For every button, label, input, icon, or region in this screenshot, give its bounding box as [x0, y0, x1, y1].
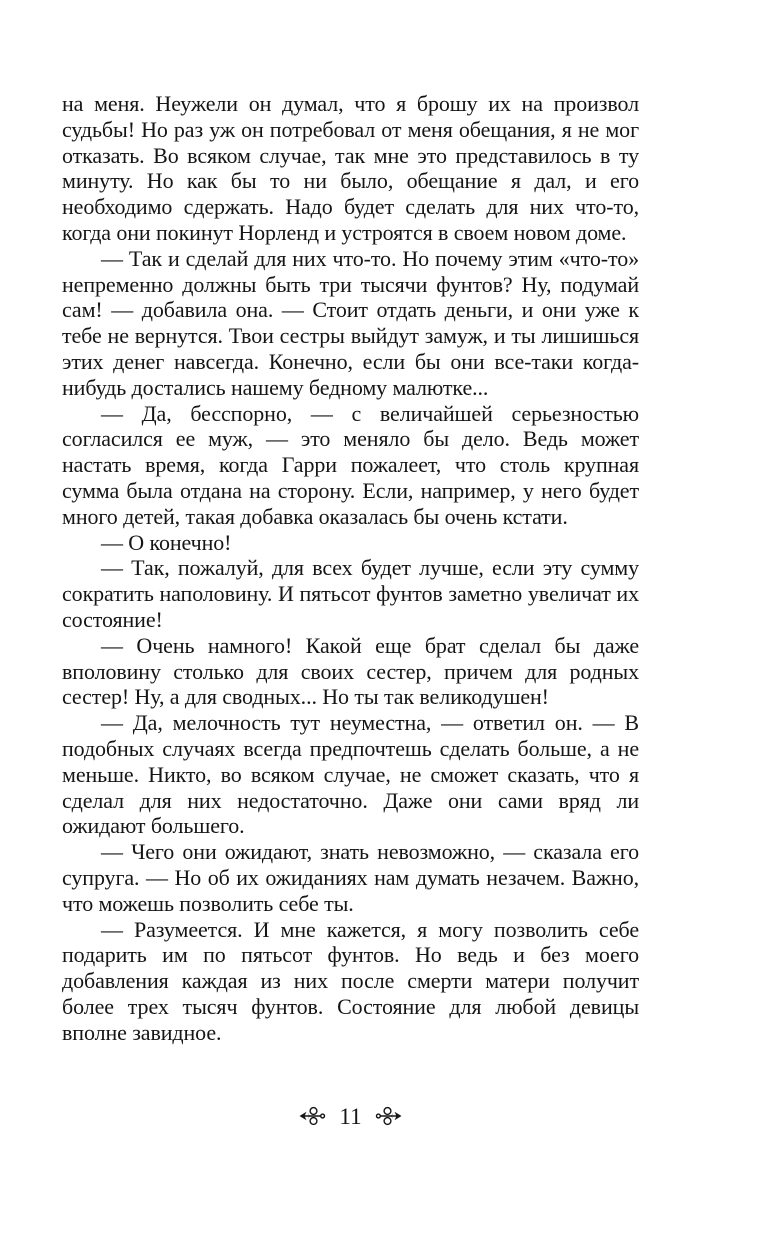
fleuron-right-icon: [375, 1106, 402, 1126]
page-footer: [62, 1100, 639, 1132]
text-block: [62, 91, 639, 1045]
paragraph: — Да, бесспорно, — с величайшей серьезностью согласился ее муж, — это меняло бы дело. Ведь может настать время, когда Гарри пожалеет, что столь крупная сумма была отдана на сторону. Если, например, у него будет много детей, такая добавка оказалась бы очень кстати.: [62, 400, 639, 529]
paragraph: — Очень намного! Какой еще брат сделал бы даже вполовину столько для своих сестер, причем для родных сестер! Ну, а для сводных... Но ты так великодушен!: [62, 632, 639, 710]
paragraph: — Разумеется. И мне кажется, я могу позволить себе подарить им по пятьсот фунтов. Но ведь и без моего добавления каждая из них после смерти матери получит более трех тысяч фунтов. Состояние для любой девицы вполне завидное.: [62, 916, 639, 1045]
paragraph: на меня. Неужели он думал, что я брошу их на произвол судьбы! Но раз уж он потребовал от меня обещания, я не мог отказать. Во всяком случае, так мне это представилось в ту минуту. Но как бы то ни было, обещание я дал, и его необходимо сдержать. Надо будет сделать для них что-то, когда они покинут Норленд и устроятся в своем новом доме.: [62, 91, 639, 245]
paragraph: — О конечно!: [101, 529, 232, 555]
paragraph: — Да, мелочность тут неуместна, — ответил он. — В подобных случаях всегда предпочтешь сделать больше, а не меньше. Никто, во всяком случае, не сможет сказать, что я сделал для них недостаточно. Даже они сами вряд ли ожидают большего.: [62, 710, 639, 839]
paragraph: — Так и сделай для них что-то. Но почему этим «что-то» непременно должны быть три тысячи фунтов? Ну, подумай сам! — добавила она. — Стоит отдать деньги, и они уже к тебе не вернутся. Твои сестры выйдут замуж, и ты лишишься этих денег навсегда. Конечно, если бы они все-таки когда-нибудь достались нашему бедному малютке...: [62, 245, 639, 400]
paragraph: — Так, пожалуй, для всех будет лучше, если эту сумму сократить наполовину. И пятьсот фунтов заметно увеличат их состояние!: [62, 555, 639, 632]
fleuron-left-icon: [299, 1106, 326, 1126]
paragraph: — Чего они ожидают, знать невозможно, — сказала его супруга. — Но об их ожиданиях нам думать незачем. Важно, что можешь позволить себе ты.: [62, 839, 639, 916]
page-number: 11: [339, 1103, 362, 1129]
